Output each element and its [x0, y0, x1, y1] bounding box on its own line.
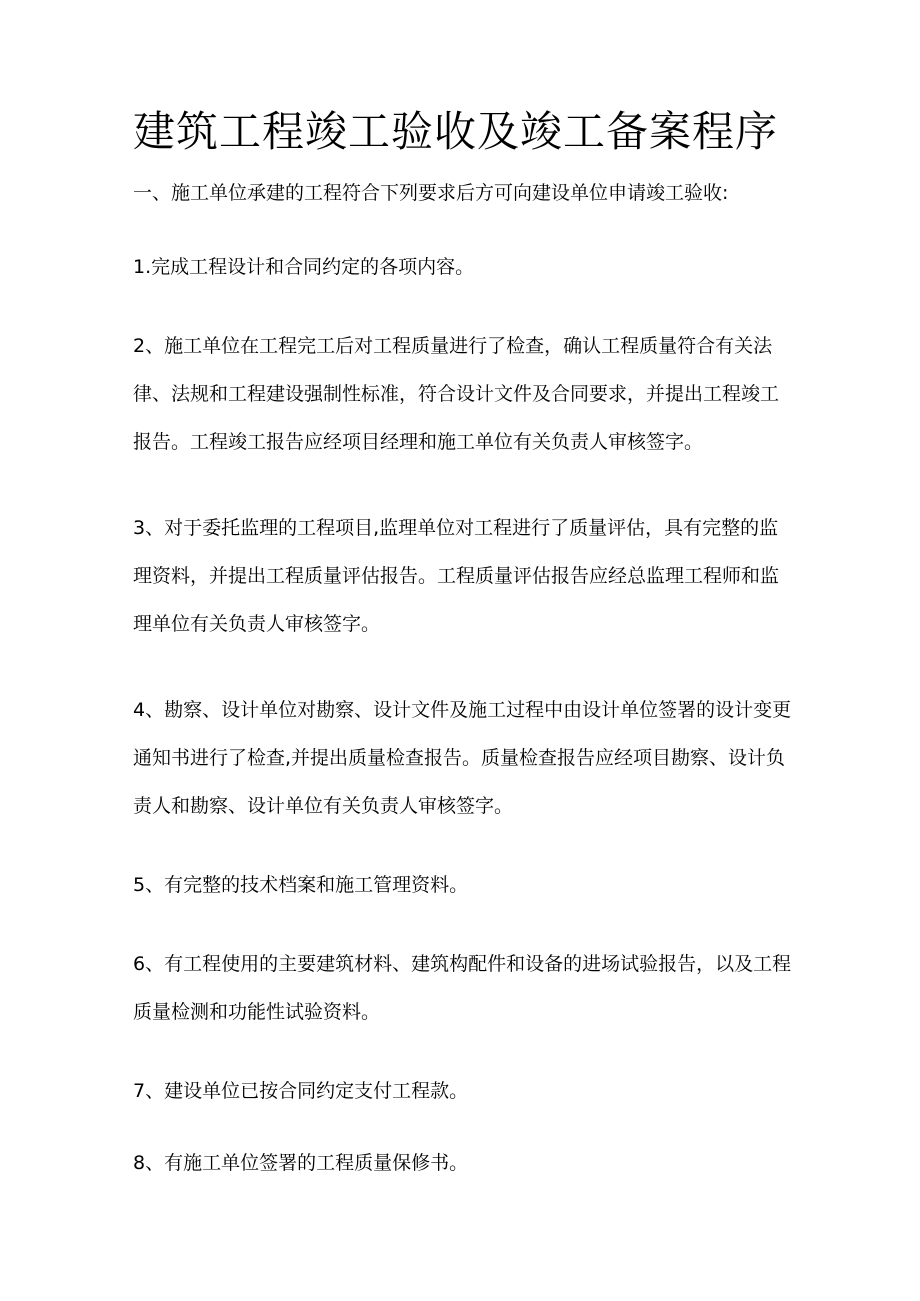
list-item — [133, 1074, 793, 1108]
item-text: 建设单位已按合同约定支付工程款。 — [164, 1080, 469, 1102]
requirements-list — [133, 250, 793, 1218]
list-item — [133, 940, 793, 1036]
item-number: 6、 — [133, 953, 165, 975]
section-intro: 一、施工单位承建的工程符合下列要求后方可向建设单位申请竣工验收: — [133, 182, 729, 204]
document-title: 建筑工程竣工验收及竣工备案程序 — [133, 107, 779, 156]
item-text: 勘察、设计单位对勘察、设计文件及施工过程中由设计单位签署的设计变更通知书进行了检查,并提出质量检查报告。质量检查报告应经项目勘察、设计负责人和勘察、设计单位有关负责人审核签字。 — [133, 699, 792, 817]
item-text: 对于委托监理的工程项目,监理单位对工程进行了质量评估，具有完整的监理资料，并提出工程质量评估报告。工程质量评估报告应经总监理工程师和监理单位有关负责人审核签字。 — [133, 517, 780, 635]
item-text: 有工程使用的主要建筑材料、建筑构配件和设备的进场试验报告，以及工程质量检测和功能性试验资料。 — [133, 953, 792, 1023]
item-number: 4、 — [133, 699, 165, 721]
item-text: 施工单位在工程完工后对工程质量进行了检查，确认工程质量符合有关法律、法规和工程建设强制性标准，符合设计文件及合同要求，并提出工程竣工报告。工程竣工报告应经项目经理和施工单位有关负责人审核签字。 — [133, 335, 780, 453]
item-number: 2、 — [133, 335, 165, 357]
item-number: 7、 — [133, 1080, 165, 1102]
list-item — [133, 250, 793, 284]
list-item — [133, 504, 793, 648]
item-text: 有施工单位签署的工程质量保修书。 — [164, 1152, 469, 1174]
list-item — [133, 1146, 793, 1180]
item-number: 5、 — [133, 874, 165, 896]
list-item — [133, 322, 793, 466]
list-item — [133, 686, 793, 830]
item-text: 完成工程设计和合同约定的各项内容。 — [151, 256, 475, 278]
list-item — [133, 868, 793, 902]
item-number: 1. — [133, 256, 152, 278]
item-number: 3、 — [133, 517, 165, 539]
item-text: 有完整的技术档案和施工管理资料。 — [164, 874, 469, 896]
item-number: 8、 — [133, 1152, 165, 1174]
